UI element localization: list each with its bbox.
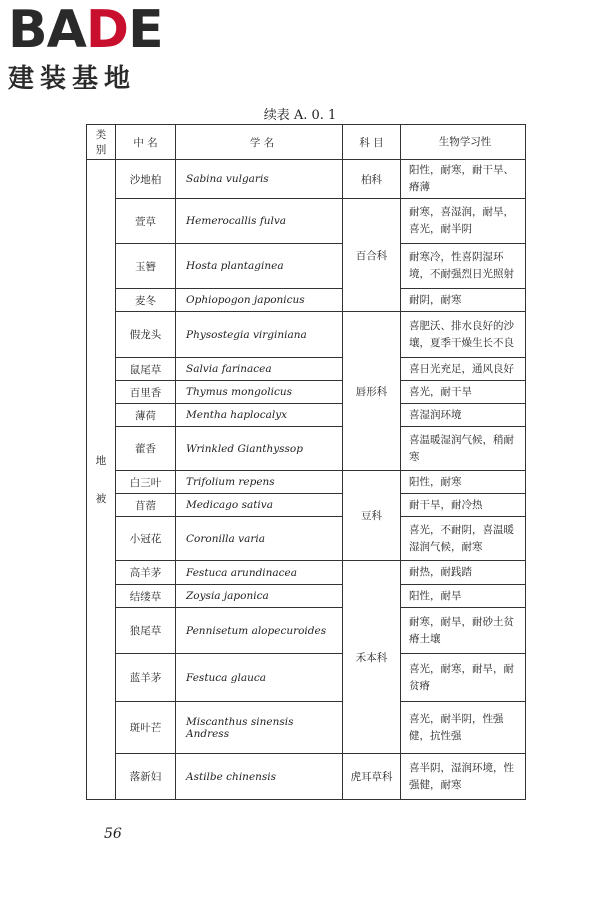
logo-en-right: E: [128, 0, 163, 60]
bio-text: 喜光，耐半阴，性强健，抗性强: [401, 702, 526, 754]
sci-name: Wrinkled Gianthyssop: [176, 427, 343, 471]
bio-text: 喜日光充足，通风良好: [401, 358, 526, 381]
table-caption: 续表 A. 0. 1: [263, 108, 337, 123]
cn-name: 萱草: [116, 199, 176, 244]
category-text-2: 被: [95, 492, 107, 505]
table-row: [87, 585, 526, 608]
family-cell: 禾本科: [343, 561, 401, 754]
sci-name: Festuca glauca: [176, 654, 343, 702]
cn-name: 结缕草: [116, 585, 176, 608]
bio-text: 喜半阴，湿润环境，性强健，耐寒: [401, 754, 526, 800]
sci-name: Festuca arundinacea: [176, 561, 343, 585]
table-row: [87, 244, 526, 289]
cn-name: 苜蓿: [116, 494, 176, 517]
table-row: [87, 427, 526, 471]
cn-name: 斑叶芒: [116, 702, 176, 754]
table-row: [87, 654, 526, 702]
sci-name: Ophiopogon japonicus: [176, 289, 343, 312]
sci-name: Astilbe chinensis: [176, 754, 343, 800]
bio-text: 喜肥沃、排水良好的沙壤，夏季干燥生长不良: [401, 312, 526, 358]
table-row: [87, 702, 526, 754]
cn-name: 白三叶: [116, 471, 176, 494]
cn-name: 落新妇: [116, 754, 176, 800]
table-row: [87, 312, 526, 358]
table-row: [87, 404, 526, 427]
bio-text: 阳性，耐寒，耐干旱、瘠薄: [401, 160, 526, 199]
category-text-1: 地: [95, 454, 107, 467]
table-row: [87, 199, 526, 244]
cn-name: 小冠花: [116, 517, 176, 561]
bio-text: 喜光，不耐阴，喜温暖湿润气候，耐寒: [401, 517, 526, 561]
sci-name: Medicago sativa: [176, 494, 343, 517]
sci-name: Hosta plantaginea: [176, 244, 343, 289]
header-sci-name: 学 名: [176, 125, 343, 160]
sci-name: Zoysia japonica: [176, 585, 343, 608]
family-cell: 百合科: [343, 199, 401, 312]
table-row: [87, 381, 526, 404]
bio-text: 耐热，耐践踏: [401, 561, 526, 585]
sci-name: Sabina vulgaris: [176, 160, 343, 199]
logo-wordmark: [8, 0, 188, 60]
sci-name: Hemerocallis fulva: [176, 199, 343, 244]
family-cell: 柏科: [343, 160, 401, 199]
sci-name: Coronilla varia: [176, 517, 343, 561]
table-row: [87, 471, 526, 494]
table-row: [87, 754, 526, 800]
sci-name: Physostegia virginiana: [176, 312, 343, 358]
cn-name: 玉簪: [116, 244, 176, 289]
bio-text: 喜湿润环境: [401, 404, 526, 427]
logo-chinese: 建装基地: [8, 64, 137, 94]
cn-name: 高羊茅: [116, 561, 176, 585]
sci-name: Miscanthus sinensis Andress: [176, 702, 343, 754]
family-cell: 虎耳草科: [343, 754, 401, 800]
bio-text: 耐寒，耐旱，耐砂土贫瘠土壤: [401, 608, 526, 654]
sci-name: Mentha haplocalyx: [176, 404, 343, 427]
table-row: [87, 561, 526, 585]
page-number: 56: [104, 826, 122, 842]
cn-name: 蓝羊茅: [116, 654, 176, 702]
cn-name: 百里香: [116, 381, 176, 404]
bio-text: 耐干旱，耐冷热: [401, 494, 526, 517]
bio-text: 耐寒冷，性喜阴湿环境，不耐强烈日光照射: [401, 244, 526, 289]
sci-name: Salvia farinacea: [176, 358, 343, 381]
table-header-row: [87, 125, 526, 160]
table-row: [87, 517, 526, 561]
sci-name: Trifolium repens: [176, 471, 343, 494]
logo-en-red: D: [85, 0, 129, 60]
bade-logo: [8, 0, 188, 94]
table-row: [87, 494, 526, 517]
bio-text: 喜光，耐寒，耐旱，耐贫瘠: [401, 654, 526, 702]
logo-en-left: BA: [8, 0, 86, 60]
cn-name: 假龙头: [116, 312, 176, 358]
bio-text: 耐阴，耐寒: [401, 289, 526, 312]
bio-text: 阳性，耐寒: [401, 471, 526, 494]
cn-name: 藿香: [116, 427, 176, 471]
cn-name: 沙地柏: [116, 160, 176, 199]
bio-text: 喜温暖湿润气候，稍耐寒: [401, 427, 526, 471]
table-row: [87, 358, 526, 381]
category-cell: [87, 160, 116, 800]
bio-text: 耐寒，喜湿润，耐旱，喜光，耐半阴: [401, 199, 526, 244]
sci-name: Pennisetum alopecuroides: [176, 608, 343, 654]
cn-name: 狼尾草: [116, 608, 176, 654]
family-cell: 豆科: [343, 471, 401, 561]
table-row: [87, 160, 526, 199]
table-row: [87, 289, 526, 312]
bio-text: 喜光，耐干旱: [401, 381, 526, 404]
header-category: 类别: [87, 125, 116, 160]
bio-text: 阳性，耐旱: [401, 585, 526, 608]
header-bio: 生物学习性: [401, 125, 526, 160]
cn-name: 薄荷: [116, 404, 176, 427]
cn-name: 麦冬: [116, 289, 176, 312]
header-cn-name: 中 名: [116, 125, 176, 160]
cn-name: 鼠尾草: [116, 358, 176, 381]
table-row: [87, 608, 526, 654]
plant-table: [86, 124, 526, 800]
sci-name: Thymus mongolicus: [176, 381, 343, 404]
family-cell: 唇形科: [343, 312, 401, 471]
header-family: 科 目: [343, 125, 401, 160]
